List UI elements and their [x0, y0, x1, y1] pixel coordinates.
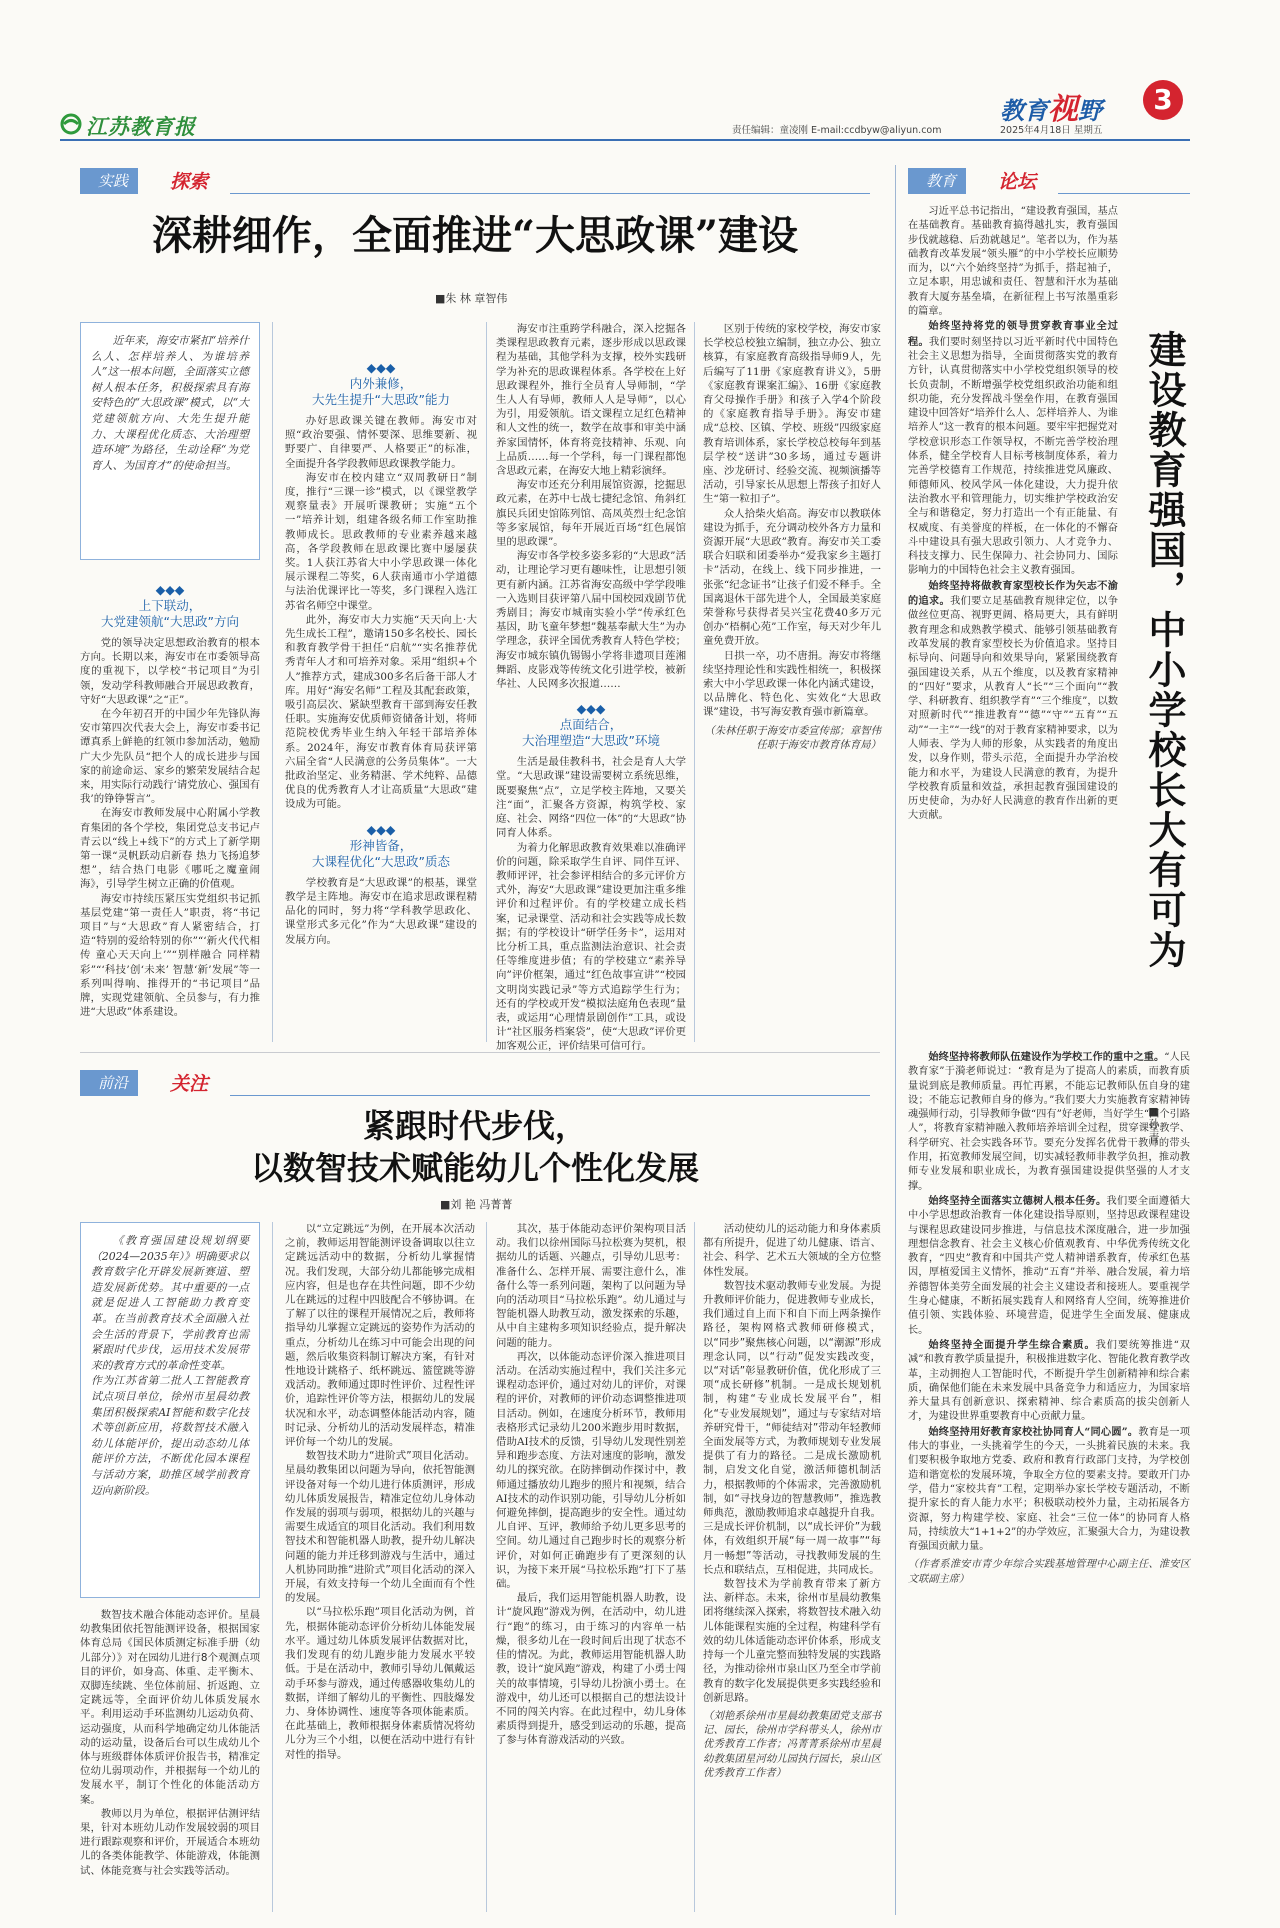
paragraph: [908, 579, 1118, 824]
author-note: （作者系淮安市青少年综合实践基地管理中心副主任、淮安区文联副主席）: [908, 1559, 1190, 1585]
page-number: 3: [1153, 83, 1173, 116]
article2-byline: ■刘 艳 冯菁菁: [440, 1198, 513, 1211]
article1-headline: 深耕细作，全面推进“大思政课”建设: [151, 212, 798, 259]
article1-abstract: 近年来，海安市紧扣“培养什么人、怎样培养人、为谁培养人”这一根本问题，全面落实立德树人根本任务，积极探索具有海安特色的“大思政课”模式，以“大党建领航方向、大先生提升能力、大课程优化质态、大治理塑造环境”为路径，生动诠释“为党育人、为国育才”的使命担当。: [91, 334, 249, 472]
tag-practice: 实践: [80, 168, 138, 194]
paragraph: 以“马拉松乐跑”项目化活动为例，首先，根据体能动态评价分析幼儿体能发展水平。通过幼儿体质发展评估数据对比，我们发现有的幼儿跑步能力发展水平较低。于是在活动中，教师引导幼儿佩戴运动手环参与游戏，通过传感器收集幼儿的数据，详细了解幼儿的平衡性、四肢爆发力、身体协调性、速度等各项体能素质。在此基础上，教师根据身体素质情况将幼儿分为三个小组，以便在活动中进行有针对性的指导。: [285, 1606, 475, 1761]
paragraph: 生活是最佳教科书，社会是育人大学堂。“大思政课”建设需要树立系统思维，既要聚焦“点”，立足学校主阵地，又要关注“面”，汇聚各方资源，构筑学校、家庭、社会、网络“四位一体”的“大思政”协同育人体系。: [496, 756, 686, 840]
section-tag-practice: [80, 168, 870, 196]
paragraph-text: 我们要时刻坚持以习近平新时代中国特色社会主义思想为指导，全面贯彻落实党的教育方针，认真贯彻落实中小学校党组织领导的校长负责制，不断增强学校党组织政治功能和组织功能，充分发挥战斗堡垒作用，在教育强国建设中回答好“培养什么人、怎样培养人、为谁培养人”这一教育的根本问题。要牢牢把握党对学校意识形态工作领导权，不断完善学校治理体系，健全学校育人目标考核制度体系，着力完善学校德育工作规范，持续推进党风廉政、师德师风、校风学风一体化建设，大力提升依法治教水平和管理能力，切实维护学校政治安全与和谐稳定，努力打造出一个有正能量、有权威度、有美誉度的样板，在一体化的不懈奋斗中建设具有强大思政引领力、人才竞争力、科技支撑力、民生保障力、社会协同力、国际影响力的中国特色社会主义教育强国。: [908, 336, 1119, 577]
paragraph: [908, 319, 1118, 578]
article1-byline: ■朱 林 章智伟: [435, 292, 508, 305]
article1-subhead-1: ◆◆◆ 上下联动， 大党建领航“大思政”方向: [101, 582, 239, 629]
masthead-rule: [60, 139, 1190, 141]
paragraph: 数智技术助力“进阶式”项目化活动。星晨幼教集团以问题为导向，依托智能测评设备对每一个幼儿进行体质测评，形成幼儿体质发展报告，精准定位幼儿身体动作发展的弱项与弱项，根据幼儿的兴趣与需要生成适宜的项目化活动。我们利用数智技术和智能机器人助教，提升幼儿解决问题的能力并迁移到游戏与生活中，通过人机协同助推“进阶式”项目化活动的深入开展，有效支持每一个幼儿全面而有个性的发展。: [285, 1450, 475, 1605]
paragraph: 习近平总书记指出，“建设教育强国，基点在基础教育。基础教育搞得越扎实，教育强国步伐就越稳、后劲就越足”。笔者以为，作为基础教育改革发展“领头雁”的中小学校长应顺势而为，以“六个始终坚持”为抓手，搭起袖子，立足本职，用忠诚和责任、智慧和汗水为基础教育大厦夯基垒墙，在新征程上书写浓墨重彩的篇章。: [908, 206, 1118, 318]
masthead: [0, 0, 1280, 140]
article1-abstract-box: [80, 322, 260, 560]
paragraph: 此外，海安市大力实施“天天向上·大先生成长工程”，邀请150多名校长、园长和教育教学骨干担任“启航”“实名推荐优秀青年人才和可培养对象。采用“组织+个人”推荐方式，建成300多名后备干部人才库。用好“海安名师”工程及其配套政策，吸引高层次、紧缺型教育干部到海安任教任职。实施海安优质师资储备计划，将师范院校优秀毕业生纳入年轻干部培养体系。2024年，海安市教育体育局获评第六届全省“人民满意的公务员集体”。一大批政治坚定、业务精湛、学术纯粹、品德优良的优秀教育人才让高质量“大思政”建设成为可能。: [285, 613, 477, 811]
article3-point-heading: 始终坚持将做教育家型校长作为矢志不渝的追求。: [908, 579, 1118, 608]
section-title: [1000, 84, 1102, 128]
paragraph-text: “人民教育家”于漪老师说过：“教育是为了提高人的素质，而教育质量说到底是教师质量。再忙再累，不能忘记教师队伍自身的建设；不能忘记教师自身的修为。”我们要大力实施教育家精神铸魂强师行动，引导教师争做“四有”好老师，当好学生“四个引路人”，将教育家精神融入教师培养培训全过程，贯穿课堂教学、科学研究、社会实践各环节。要充分发挥名优骨干教师的带头作用，拓宽教师发展空间，切实减轻教师非教学负担，推动教师专业发展和职业成长，为教育强国建设提供坚强的人才支撑。: [908, 1052, 1191, 1192]
article2-headline-line1: 紧跟时代步伐，: [362, 1107, 587, 1145]
paragraph: 其次，基于体能动态评价架构项目活动。我们以徐州国际马拉松赛为契机，根据幼儿的话题、兴趣点，引导幼儿思考：准备什么、怎样开展、需要注意什么，准备什么等一系列问题，架构了以问题为导向的活动项目“马拉松乐跑”。幼儿通过与智能机器人助教互动，激发探索的乐趣，从中自主建构多项知识经验点，提升解决问题的能力。: [496, 1223, 686, 1349]
paragraph: 众人拾柴火焰高。海安市以教联体建设为抓手，充分调动校外各方力量和资源开展“大思政”教育。海安市关工委联合妇联和团委举办“爱我家乡主题打卡”活动，在线上、线下同步推进，一张张“纪念证书”让孩子们爱不释手。全国离退休干部先进个人，全国最美家庭荣誉称号获得者吴兴宝花费40多万元创办“梧桐心苑”工作室，每天对少年儿童免费开放。: [703, 507, 881, 648]
article2-abstract-box: [80, 1222, 260, 1598]
paragraph: 在海安市教师发展中心附属小学教育集团的各个学校，集团党总支书记卢青云以“线上+线下”的方式上了新学期第一课“灵帆跃动启新春 热力飞扬追梦想”，结合热门电影《哪吒之魔童闹海》，引导学生树立正确的价值观。: [80, 807, 260, 891]
paragraph: 数智技术融合体能动态评价。星晨幼教集团依托智能测评设备，根据国家体育总局《国民体质测定标准手册（幼儿部分）》对在园幼儿进行8个观测点项目的评价，如身高、体重、走平衡木、双脚连续跳、坐位体前屈、折返跑、立定跳远等，全面评价幼儿体质发展水平。利用运动手环监测幼儿运动负荷、运动强度，从而科学地确定幼儿体能活动的运动量，设备后台可以生成幼儿个体与班级群体体质评价报告书，精准定位幼儿弱项动作，并根据每一个幼儿的发展水平，制订个性化的体能活动方案。: [80, 1609, 260, 1806]
paragraph: 在今年初召开的中国少年先锋队海安市第四次代表大会上，海安市委书记谭真系上鲜艳的红领巾参加活动，勉励广大少先队员“把个人的成长进步与国家的前途命运、家乡的繁荣发展结合起来，用实际行动践行‘请党放心、强国有我’的铮铮誓言”。: [80, 708, 260, 806]
article1-subhead-2: ◆◆◆ 内外兼修， 大先生提升“大思政”能力: [312, 360, 450, 407]
article2-abstract: 《教育强国建设规划纲要（2024—2035年）》明确要求以教育数字化开辟发展新赛道、塑造发展新优势。其中重要的一点就是促进人工智能助力教育变革。在当前教育技术全面融入社会生活的背景下，学前教育也需紧跟时代步伐，运用技术发展带来的教育方式的革命性变革。 作为江苏省第二批人工智能教育试点项目单位，徐州市星晨幼教集团积极探索AI智能和数字化技术等创新应用，将数智技术融入幼儿体能评价，提出动态幼儿体能评价方法，不断优化园本课程与活动方案，助推区域学前教育迈向新阶段。: [91, 1234, 249, 1497]
article3-column-bottom: [908, 1050, 1190, 1912]
article3-point-heading: 始终坚持全面提升学生综合素质。: [928, 1338, 1096, 1351]
article1-subhead-3: ◆◆◆ 形神皆备， 大课程优化“大思政”质态: [312, 821, 450, 869]
tag-explore: 探索: [170, 171, 209, 193]
paragraph: 数智技术为学前教育带来了新方法、新样态。未来，徐州市星晨幼教集团将继续深入探索，将数智技术融入幼儿体能课程实施的全过程，构建科学有效的幼儿体适能动态评价体系，形成支持每一个儿童完整而独特发展的实践路径，为推动徐州市泉山区乃至全市学前教育的数字化发展提供更多实践经验和创新思路。: [703, 1578, 881, 1704]
article3-column-top: [908, 205, 1118, 1045]
paper-name: 江苏教育报: [86, 115, 196, 139]
paper-logo-icon: [60, 113, 82, 135]
article2-column-4: [703, 1222, 881, 1912]
section-tag-forum: [908, 168, 1190, 196]
article3-byline: ■孙 青: [1147, 1105, 1160, 1144]
paragraph: 日拱一卒，功不唐捐。海安市将继续坚持理论性和实践性相统一，积极探索大中小学思政课一体化内涵式建设，以品牌化、特色化、实效化“大思政课”建设，书写海安教育强市新篇章。: [703, 649, 881, 719]
paragraph: 再次，以体能动态评价深入推进项目活动。在活动实施过程中，我们关注多元课程动态评价，通过对幼儿的评价，对课程的评价，对教师的评价动态调整推进项目活动。例如，在速度分析环节，教师用表格形式记录幼儿200米跑步用时数据，借助AI技术的反馈，引导幼儿发现性别差异和跑步态度、方法对速度的影响，激发幼儿的探究欲。在防摔倒动作探讨中，教师通过播放幼儿跑步的照片和视频，结合AI技术的动作识别功能，引导幼儿分析如何避免摔倒，提高跑步的安全性。通过幼儿自评、互评，教师给予幼儿更多思考的空间。幼儿通过自己跑步时长的观察分析评价，对如何正确跑步有了更深刻的认识，为接下来开展“马拉松乐跑”打下了基础。: [496, 1350, 686, 1591]
tag-education: 教育: [908, 168, 966, 194]
paragraph: 以“立定跳远”为例，在开展本次活动之前，教师运用智能测评设备调取以往立定跳远活动中的数据，分析幼儿掌握情况。我们发现，大部分幼儿都能够完成相应内容，但是也存在共性问题，即不少幼儿在跳远的过程中四肢配合不够协调。在了解了以往的课程开展情况之后，教师将指导幼儿掌握立定跳远的姿势作为活动的重点，分析幼儿在练习中可能会出现的问题，然后收集资料制订解决方案，有针对性地设计跳格子、纸杯跳远、篮筐跳等游戏活动。教师通过即时性评价、过程性评价，追踪性评价等方法，根据幼儿的发展状况和水平，动态调整体能活动内容，随时记录、分析幼儿的活动发展样态，精准评价每一个幼儿的发展。: [285, 1223, 475, 1449]
paragraph-text: 我们要统筹推进“双减”和教育教学质量提升，积极推进数字化、智能化教育教学改革，主动拥抱人工智能时代，不断提升学生创新精神和综合素质，确保他们能在未来发展中具备竞争力和适应力，为国家培养大量具有创新意识、探索精神、综合素质高的拔尖创新人才，为建设世界重要教育中心贡献力量。: [908, 1339, 1190, 1423]
paragraph-text: 我们要全面遵循大中小学思想政治教育一体化建设指导原则，坚持思政课程建设与课程思政建设同步推进，与信息技术深度融合，进一步加强理想信念教育、社会主义核心价值观教育、中华优秀传统文化教育，“四史”教育和中国共产党人精神谱系教育，传承红色基因，厚植爱国主义情怀，推动“五育”并举、融合发展，着力培养德智体美劳全面发展的社会主义建设者和接班人。要重视学生身心健康，不断拓展实践育人和网络育人空间，统筹推进价值引领、实践体验、环境营造，促进学生全面发展、健康成长。: [908, 1195, 1191, 1336]
section-title-a: 教育: [1000, 97, 1048, 125]
paragraph: [908, 1194, 1190, 1338]
paragraph: 海安市还充分利用展馆资源，挖掘思政元素，在苏中七战七捷纪念馆、角斜红旗民兵团史馆陈列馆、高凤英烈士纪念馆等多家展馆，每年开展近百场“红色展馆里的思政课”。: [496, 479, 686, 549]
paragraph: 区别于传统的家校学校，海安市家长学校总校独立编制，独立办公、独立核算，有家庭教育高级指导师9人，先后编写了11册《家庭教育讲义》，5册《家庭教育课案汇编》、16册《家庭教育父母操作手册》和孩子入学4个阶段的《家庭教育指导手册》。海安市建成“总校、区镇、学校、班级”四级家庭教育培训体系，家长学校总校每年到基层学校“送讲”30多场，通过专题讲座、沙龙研讨、经验交流、视频演播等活动，引导家长从思想上帮孩子扣好人生“第一粒扣子”。: [703, 323, 881, 506]
paragraph: 海安市注重跨学科融合，深入挖掘各类课程思政教育元素，逐步形成以思政课程为基础，其他学科为支撑，校外实践研学为补充的思政课程体系。各学校在上好思政课程外，推行全员育人导师制，“学生人人有导师，教师人人是导师”，以心为引，用爱领航。语文课程立足红色精神和人文性的统一，数学在故事和审美中涵养家国情怀，体育将竞技精神、乐观、向上品质……每一个学科，每一门课程都饱含思政元素，在海安大地上精彩演绎。: [496, 323, 686, 478]
paragraph: 数智技术驱动教师专业发展。为提升教师评价能力，促进教师专业成长，我们通过自上而下和自下而上两条操作路径，架构网格式教师研修模式，以“同步”聚焦核心问题，以“潮源”形成理念认同，以“行动”促发实践改变，以“对话”彰显教研价值，优化形成了三项“成长研修”机制。一是成长规划机制，构建“专业成长发展平台”，相化“专业发展规划”，通过与专家结对培养研究骨干，“师徒结对”带动年轻教师全面发展等方式，为教师规划专业发展提供了有力的路径。二是成长激励机制，启发文化自觉，激活师德机制活力，根据教师的个体需求，完善激励机制，如“寻找身边的智慧教师”，推选教师典范，激励教师追求卓越提升自我。三是成长评价机制，以“成长评价”为载体，有效组织开展“每一周一故事”“每月一畅想”等活动，寻找教师发展的生长点和联结点，互相促进，共同成长。: [703, 1279, 881, 1576]
tag-frontier: 前沿: [80, 1070, 138, 1096]
paragraph: 学校教育是“大思政课”的根基，课堂教学是主阵地。海安市在追求思政课程精品化的同时，努力将“学科教学思政化、课堂形式多元化”作为“大思政课”建设的发展方向。: [285, 876, 477, 946]
article2-column-2: [285, 1222, 475, 1912]
article2-headline: [80, 1105, 870, 1189]
article1-subhead-4: ◆◆◆ 点面结合， 大治理塑造“大思政”环境: [522, 701, 660, 749]
article1-column-2: [285, 322, 477, 1042]
page-number-badge: [1143, 80, 1183, 120]
article3-point-heading: 始终坚持将党的领导贯穿教育事业全过程。: [908, 320, 1118, 348]
paragraph: 办好思政课关键在教师。海安市对照“政治要强、情怀要深、思维要新、视野要广、自律要严、人格要正”的标准，全面提升各学段教师思政课教学能力。: [285, 415, 477, 470]
article2-headline-line2: 以数智技术赋能幼儿个性化发展: [250, 1149, 699, 1187]
date-line: 2025年4月18日 星期五: [1000, 125, 1103, 136]
paragraph: 海安市在校内建立“双周教研日”制度，推行“三课一诊”模式，以《课堂教学观察量表》开展听课教研；实施“五个一”培养计划，组建各级名师工作室助推教师成长。思政教师的专业素养越来越高，各学段教师在思政课比赛中屡屡获奖。1人获江苏省大中小学思政课一体化展示课程二等奖，6人获南通市小学道德与法治优课评比一等奖，多门课程入选江苏省名师空中课堂。: [285, 471, 477, 612]
paragraph: [908, 1050, 1190, 1194]
paragraph-text: 我们要立足基础教育规律定位，以争做丝位更高、视野更阔、格局更大，具有鲜明教育理念和成熟教学模式、能够引领基础教育改革发展的教育家型校长为价值追求。坚持目标导向、问题导向和效果导向，紧紧围绕教育强国建设关系，从五个维度，以及教育家精神的“四好”要求，从教育人“长”“三个面向”“教学、科研教育、组织教学育”“三个维度”，以数对照新时代”“推进教育”“德”“守”“五育”“五动”“一主”“一线”的对于教育家精神要求，以为人师表、学为人师的形象，从实践者的角度出发，以身作则，带头示范，全面提升办学治校能力和水平，为建设人民满意的教育，为提升学校教育质量和效益，承担起教育强国建设的历史使命，为办好人民满意的教育作出新的更大贡献。: [908, 596, 1119, 822]
paragraph: 党的领导决定思想政治教育的根本方向。长期以来，海安市在市委领导高度的重视下，以学校“书记项目”为引领，发动学科教师融合开展思政教育，守好“大思政课”之“正”。: [80, 637, 260, 706]
paragraph: 海安市各学校多姿多彩的“大思政”活动，让理论学习更有趣味性，让思想引领更有新内涵。江苏省海安高级中学学段唯一入选则目获评第八届中国校园戏剧节优秀剧目；海安市城南实验小学“传承红色基因，助飞童年梦想”魏基奉献大生”为办学理念，获评全国优秀教育人特色学校；海安市城东镇仇锡锡小学将非遗项目莲湘舞蹈、皮影戏等传统文化引进学校，被新华社、人民网多次报道……: [496, 550, 686, 691]
paragraph: 教师以月为单位，根据评估测评结果，针对本班幼儿动作发展较弱的项目进行跟踪观察和评价，开展适合本班幼儿的各类体能教学、体能游戏，体能测试、体能竞赛与社会实践等活动。: [80, 1807, 260, 1877]
article2-column-1: [80, 1608, 260, 1913]
section-tag-frontier: [80, 1070, 870, 1098]
article1-column-3: [496, 322, 686, 1053]
paragraph: 最后，我们运用智能机器人助教，设计“旋风跑”游戏为例，在活动中，幼儿进行“跑”的练习，由于练习的内容单一枯燥，很多幼儿在一段时间后出现了状态不佳的情况。为此，教师运用智能机器人助教，设计“旋风跑”游戏，构建了小勇士闯关的故事情境，引导幼儿扮演小勇士。在游戏中，幼儿还可以根据自己的想法设计不同的闯关内容。在此过程中，幼儿身体素质得到提升，感受到运动的乐趣，提高了参与体育游戏活动的兴致。: [496, 1592, 686, 1747]
paragraph: [908, 1425, 1190, 1555]
paragraph: [908, 1338, 1190, 1425]
article3-point-heading: 始终坚持将教师队伍建设作为学校工作的重中之重。: [928, 1051, 1165, 1063]
author-note: （朱林任职于海安市委宣传部；章智伟任职于海安市教育体育局）: [704, 724, 881, 751]
article1-column-4: [703, 322, 881, 1042]
paragraph: 活动使幼儿的运动能力和身体素质都有所提升，促进了幼儿健康、语言、社会、科学、艺术五大领域的全方位整体性发展。: [703, 1223, 881, 1278]
article2-column-3: [496, 1222, 686, 1912]
article3-point-heading: 始终坚持全面落实立德树人根本任务。: [928, 1194, 1107, 1207]
article3-point-heading: 始终坚持用好教育家校社协同育人“同心圆”。: [928, 1425, 1139, 1438]
paragraph-text: 教育是一项伟大的事业，一头挑着学生的今天，一头挑着民族的未来。我们要积极争取地方党委、政府和教育行政部门支持，为学校创造和谐宽松的发展环境，争取全方位的要素支持。要敢开门办学，借力“家校共育”工程，定期举办家长学校专题活动，不断提升家长的育人能力水平；积极联动校外力量，主动拓展各方资源，努力构建学校、家庭、社会“三位一体”的协同育人格局，持续放大“1+1+2”的办学效应，汇聚强大合力，为建设教育强国贡献力量。: [908, 1426, 1191, 1553]
paragraph: 海安市持续压紧压实党组织书记抓基层党建“第一责任人”职责，将“书记项目”与“大思政”育人紧密结合，打造“特别的爱给特别的你”“‘新火代代相传 童心天天向上’”“别样融合 同样精彩”“‘科技’创‘未来’ 智慧‘新’发展”等一系列叫得响、推得开的“书记项目”品牌，实现党建领航、全员参与，有力推进“大思政”体系建设。: [80, 892, 260, 1019]
tag-forum: 论坛: [998, 171, 1037, 193]
section-title-b: 视: [1048, 92, 1078, 127]
tag-focus: 关注: [170, 1073, 209, 1095]
editor-line: 责任编辑：童凌刚 E-mail:ccdbyw@aliyun.com: [732, 125, 942, 136]
author-note: （刘艳系徐州市星晨幼教集团党支部书记、园长，徐州市学科带头人，徐州市优秀教育工作者；冯菁菁系徐州市星晨幼教集团星河幼儿园执行园长，泉山区优秀教育工作者）: [703, 1709, 881, 1779]
article1-column-1: [80, 572, 260, 1042]
paragraph: 为着力化解思政教育效果难以准确评价的问题，除采取学生自评、同伴互评、教师评评，社会参评相结合的多元评价方式外，海安“大思政课”建设更加注重多维评价和过程评价。有的学校建立成长档案，记录课堂、活动和社会实践等成长数据；有的学校设计“研学任务卡”，运用对比分析工具，重点监测法治意识、社会责任等维度进步值；有的学校建立“素养导向”评价框架，通过“红色故事宣讲”“校园文明岗实践记录”等方式追踪学生行为；还有的学校或开发“模拟法庭角色表现”量表，或运用“心理情景剧创作”工具，或设计“社区服务档案袋”，使“大思政”评价更加客观公正，评价结果可信可行。: [496, 841, 686, 1053]
section-title-c: 野: [1078, 97, 1102, 125]
article3-headline: 建设教育强国，中小学校长大有可为: [1142, 330, 1187, 970]
